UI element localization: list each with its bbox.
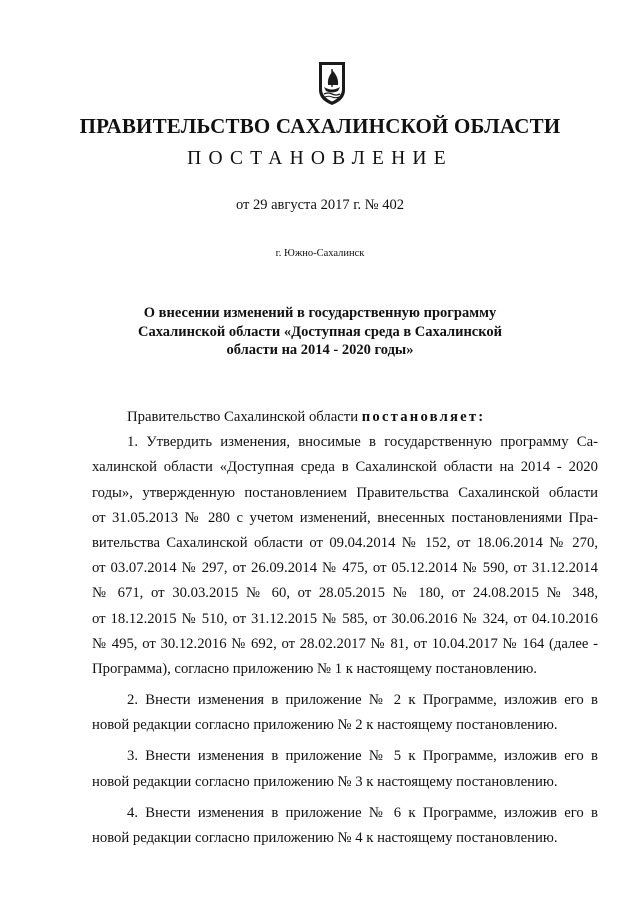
paragraph-line: от 31.05.2013 № 280 с учетом изменений, внесенных постановлениями Пра-	[92, 509, 598, 526]
paragraph-line: от 18.12.2015 № 510, от 31.12.2015 № 585, от 30.06.2016 № 324, от 04.10.2016	[92, 610, 598, 627]
paragraph-line: 3. Внести изменения в приложение № 5 к Программе, изложив его в	[127, 748, 598, 765]
paragraph-line: от 03.07.2014 № 297, от 26.09.2014 № 475, от 05.12.2014 № 590, от 31.12.2014	[92, 560, 598, 577]
paragraph-line: новой редакции согласно приложению № 2 к настоящему постановлению.	[92, 717, 558, 734]
paragraph-1	[92, 430, 598, 682]
preamble	[92, 405, 598, 430]
paragraph-line: вительства Сахалинской области от 09.04.2014 № 152, от 18.06.2014 № 270,	[92, 534, 598, 551]
preamble-emphasis: постановляет:	[361, 409, 486, 425]
paragraph-line: новой редакции согласно приложению № 4 к настоящему постановлению.	[92, 830, 558, 846]
paragraph-line: халинской области «Доступная среда в Сахалинской области на 2014 - 2020	[92, 459, 598, 476]
paragraph-line: годы», утвержденную постановлением Правительства Сахалинской области	[92, 484, 598, 501]
document-type: ПОСТАНОВЛЕНИЕ	[187, 148, 453, 169]
paragraph-line: 4. Внести изменения в приложение № 6 к Программе, изложив его в	[127, 804, 598, 821]
document-date-number: от 29 августа 2017 г. № 402	[235, 197, 405, 213]
paragraph-line: № 495, от 30.12.2016 № 692, от 28.02.2017 № 81, от 10.04.2017 № 164 (далее -	[92, 635, 598, 652]
paragraph-line: новой редакции согласно приложению № 3 к настоящему постановлению.	[92, 773, 558, 790]
subject-line: О внесении изменений в государственную программу	[143, 305, 497, 321]
document-subject	[0, 304, 640, 360]
coat-of-arms-icon	[317, 60, 347, 106]
preamble-text: Правительство Сахалинской области	[127, 409, 362, 425]
document-body	[92, 405, 598, 851]
paragraph-3	[92, 744, 598, 794]
subject-line: области на 2014 - 2020 годы»	[226, 342, 414, 358]
organization-title: ПРАВИТЕЛЬСТВО САХАЛИНСКОЙ ОБЛАСТИ	[79, 114, 561, 138]
paragraph-line: 2. Внести изменения в приложение № 2 к Программе, изложив его в	[127, 692, 598, 709]
paragraph-line: 1. Утвердить изменения, вносимые в государственную программу Са-	[127, 434, 598, 451]
paragraph-2	[92, 688, 598, 738]
paragraph-line: Программа), согласно приложению № 1 к настоящему постановлению.	[92, 660, 537, 677]
paragraph-line: № 671, от 30.03.2015 № 60, от 28.05.2015 № 180, от 24.08.2015 № 348,	[92, 585, 598, 602]
subject-line: Сахалинской области «Доступная среда в Сахалинской	[137, 323, 503, 340]
document-city: г. Южно-Сахалинск	[275, 248, 365, 259]
paragraph-4	[92, 801, 598, 851]
